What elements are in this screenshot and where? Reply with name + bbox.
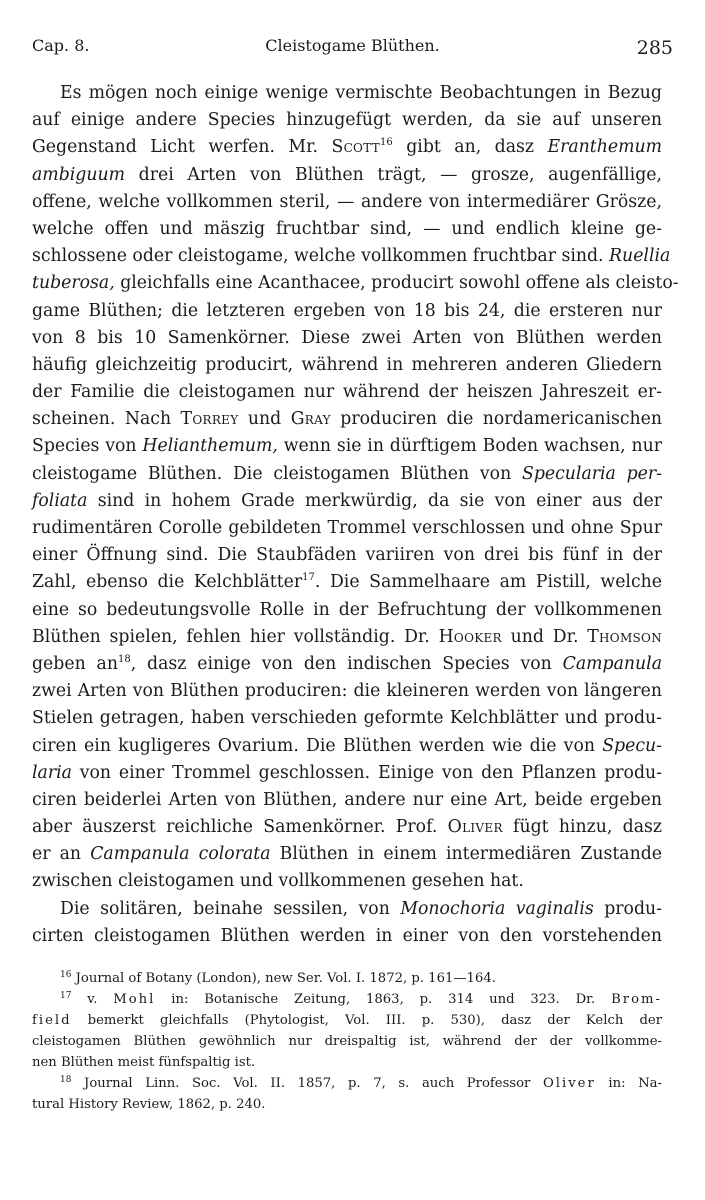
text-line: ciren beiderlei Arten von Blüthen, andere nur eine Art, beide ergeben — [32, 789, 662, 810]
text-line: tuberosa, gleichfalls eine Acanthacee, producirt sowohl offene als cleisto- — [32, 273, 679, 294]
text-line: auf einige andere Species hinzugefügt werden, da sie auf unseren — [32, 110, 662, 131]
footnote-18: $^{18}$ Journal Linn. Soc. Vol. II. 1857, p. 7, s. auch Professor Oliver in: Na- — [60, 1075, 662, 1091]
text-line: scheinen. Nach Torrey und Gray produciren die nordamericanischen — [32, 409, 662, 430]
text-line: foliata sind in hohem Grade merkwürdig, da sie von einer aus der — [32, 490, 662, 511]
text-line: Zahl, ebenso die Kelchblätter$^{17}$. Die Sammelhaare am Pistill, welche — [32, 572, 662, 593]
text-line: Gegenstand Licht werfen. Mr. Scott$^{16}$ gibt an, dasz Eranthemum — [32, 137, 662, 158]
text-line: laria von einer Trommel geschlossen. Einige von den Pflanzen produ- — [32, 762, 662, 783]
footnote-16: $^{16}$ Journal of Botany (London), new Ser. Vol. I. 1872, p. 161—164. — [60, 970, 496, 986]
text-line: häufig gleichzeitig producirt, während in mehreren anderen Gliedern — [32, 354, 662, 375]
text-line: Die solitären, beinahe sessilen, von Monochoria vaginalis produ- — [60, 898, 662, 919]
text-line: schlossene oder cleistogame, welche vollkommen fruchtbar sind. Ruellia — [32, 246, 671, 267]
footnote-17: $^{17}$ v. Mohl in: Botanische Zeitung, 1863, p. 314 und 323. Dr. Brom- — [60, 991, 662, 1007]
text-line: er an Campanula colorata Blüthen in einem intermediären Zustande — [32, 844, 662, 865]
text-line: der Familie die cleistogamen nur während der heiszen Jahreszeit er- — [32, 382, 662, 403]
page-number: 285 — [636, 37, 673, 59]
text-line: ciren ein kugligeres Ovarium. Die Blüthen werden wie die von Specu- — [32, 735, 662, 756]
text-line: eine so bedeutungsvolle Rolle in der Befruchtung der vollkommenen — [32, 599, 662, 620]
running-title: Cleistogame Blüthen. — [265, 36, 440, 55]
text-line: zwei Arten von Blüthen produciren: die kleineren werden von längeren — [32, 681, 662, 702]
running-header — [32, 36, 673, 60]
body-text — [32, 80, 679, 950]
text-line: aber äuszerst reichliche Samenkörner. Prof. Oliver fügt hinzu, dasz — [32, 817, 662, 838]
text-line: Species von Helianthemum, wenn sie in dürftigem Boden wachsen, nur — [32, 436, 662, 457]
footnotes — [32, 968, 662, 1115]
text-line: einer Öffnung sind. Die Staubfäden variiren von drei bis fünf in der — [32, 545, 662, 566]
footnote-17-line: cleistogamen Blüthen gewöhnlich nur dreispaltig ist, während der der vollkomme- — [32, 1034, 662, 1049]
text-line: offene, welche vollkommen steril, — andere von intermediärer Grösze, — [32, 191, 662, 212]
text-line: Es mögen noch einige wenige vermischte Beobachtungen in Bezug — [60, 83, 662, 103]
footnote-17-line: nen Blüthen meist fünfspaltig ist. — [32, 1055, 256, 1070]
text-line: cirten cleistogamen Blüthen werden in einer von den vorstehenden — [32, 925, 662, 946]
footnote-18-line: tural History Review, 1862, p. 240. — [32, 1097, 266, 1112]
text-line: geben $an^{18}$, dasz einige von den indischen Species von Campanula — [32, 653, 663, 674]
text-line: cleistogame Blüthen. Die cleistogamen Blüthen von Specularia per- — [32, 463, 662, 484]
text-line: zwischen cleistogamen und vollkommenen gesehen hat. — [32, 871, 524, 892]
text-line: von 8 bis 10 Samenkörner. Diese zwei Arten von Blüthen werden — [32, 327, 662, 348]
text-line: ambiguum drei Arten von Blüthen trägt, — grosze, augenfällige, — [32, 164, 662, 185]
footnote-17-line: field bemerkt gleichfalls (Phytologist, Vol. III. p. 530), dasz der Kelch der — [32, 1013, 662, 1028]
chapter-label: Cap. 8. — [32, 36, 90, 55]
text-line: welche offen und mäszig fruchtbar sind, — und endlich kleine ge- — [32, 218, 662, 239]
text-line: Stielen getragen, haben verschieden geformte Kelchblätter und produ- — [32, 708, 662, 729]
text-line: Blüthen spielen, fehlen hier vollständig. Dr. Hooker und Dr. Thomson — [32, 626, 662, 647]
text-line: rudimentären Corolle gebildeten Trommel verschlossen und ohne Spur — [32, 518, 662, 538]
text-line: game Blüthen; die letzteren ergeben von 18 bis 24, die ersteren nur — [32, 300, 662, 321]
